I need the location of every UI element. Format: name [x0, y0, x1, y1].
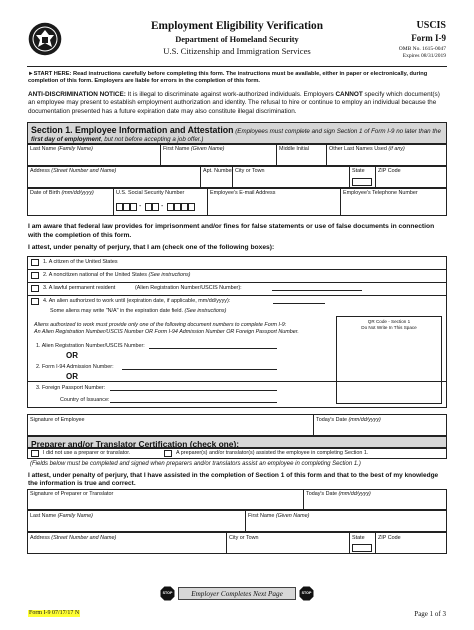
city-town-label: City or Town	[235, 168, 265, 174]
first-name-input[interactable]	[161, 153, 275, 165]
dob-label: Date of Birth (mm/dd/yyyy)	[30, 190, 94, 196]
apt-number-label: Apt. Number	[203, 168, 234, 174]
stop-sign-left: STOP	[160, 586, 175, 601]
preparer-city-input[interactable]	[227, 542, 348, 553]
preparer-zip-label: ZIP Code	[378, 535, 401, 541]
section1-title: Section 1. Employee Information and Attestation	[31, 125, 234, 135]
section1-subtitle-2: , but not before accepting a job offer.)	[100, 136, 204, 144]
employer-next-page-banner: Employer Completes Next Page	[178, 587, 296, 600]
preparer-signature-input[interactable]	[28, 498, 302, 509]
anti-text-1: It is illegal to discriminate against work-authorized individuals. Employers	[125, 91, 336, 98]
section1-subtitle-bold: first day of employment	[31, 136, 101, 144]
middle-initial-input[interactable]	[277, 153, 325, 165]
qr-code-area	[336, 316, 442, 404]
address-input[interactable]	[28, 175, 199, 187]
alien-authorized-label: 4. An alien authorized to work until (expiration date, if applicable, mm/dd/yyyy):	[43, 298, 231, 304]
preparer-first-name-label: First Name (Given Name)	[248, 513, 310, 519]
city-town-input[interactable]	[233, 175, 348, 187]
preparer-zip-input[interactable]	[376, 542, 446, 553]
preparer-address-label: Address (Street Number and Name)	[30, 535, 117, 541]
preparer-header	[27, 436, 447, 448]
expiration-date: Expires 08/31/2019	[402, 53, 446, 59]
alien-reg-label: 1. Alien Registration Number/USCIS Number:	[36, 343, 145, 349]
apt-number-input[interactable]	[201, 175, 231, 187]
email-input[interactable]	[208, 198, 339, 215]
attest-statement: I attest, under penalty of perjury, that I am (check one of the following boxes):	[28, 244, 275, 251]
phone-input[interactable]	[341, 198, 446, 215]
aliens-note: Aliens authorized to work must provide only one of the following document numbers to complete Form I-9: An Alien Registration Number/USCIS Number OR Form I-94 Admission Number OR Foreign Passport Number.	[34, 322, 299, 335]
preparer-city-label: City or Town	[229, 535, 259, 541]
phone-label: Employee's Telephone Number	[343, 190, 418, 196]
start-here-notice	[28, 71, 446, 86]
uscis-label: USCIS	[416, 20, 446, 31]
qr-code-label: QR Code - Section 1	[367, 319, 411, 324]
permanent-resident-detail: (Alien Registration Number/USCIS Number):	[135, 285, 242, 291]
form-number: Form I-9	[411, 33, 446, 43]
country-label: Country of Issuance:	[60, 397, 110, 403]
preparer-fields-note: (Fields below must be completed and signed when preparers and/or translators assist an employee in completing Section 1.)	[30, 461, 361, 467]
anti-discrimination-label: ANTI-DISCRIMINATION NOTICE:	[28, 91, 126, 98]
section1-header	[27, 122, 447, 144]
or-separator-1: OR	[66, 351, 78, 360]
page-number: Page 1 of 3	[414, 610, 446, 618]
form-code: Form I-9 07/17/17 N	[29, 610, 80, 616]
start-here-label: START HERE:	[33, 71, 72, 77]
preparer-state-label: State	[352, 535, 365, 541]
stop-sign-right: STOP	[299, 586, 314, 601]
ssn-dash-1: -	[139, 203, 142, 210]
preparer-last-name-label: Last Name (Family Name)	[30, 513, 93, 519]
header-rule	[27, 66, 447, 67]
section1-subtitle-1: (Employees must complete and sign Section 1 of Form I-9 no later than the	[233, 128, 441, 135]
middle-initial-label: Middle Initial	[279, 146, 309, 152]
department-name: Department of Homeland Security	[175, 35, 299, 44]
preparer-date-label: Today's Date (mm/dd/yyyy)	[306, 491, 371, 497]
preparer-date-input[interactable]	[304, 498, 446, 509]
preparer-address-input[interactable]	[28, 542, 225, 553]
i94-label: 2. Form I-94 Admission Number:	[36, 364, 114, 370]
qr-code-note: Do Not Write In This Space	[361, 325, 417, 330]
start-here-arrow-icon: ►	[28, 71, 34, 77]
omb-number: OMB No. 1615-0047	[398, 46, 446, 52]
zip-input[interactable]	[376, 175, 446, 187]
or-separator-2: OR	[66, 372, 78, 381]
preparer-attest: I attest, under penalty of perjury, that I have assisted in the completion of Section 1 of this form and that to the best of my knowledge the information is true and correct.	[28, 472, 439, 488]
citizen-label: 1. A citizen of the United States	[43, 259, 118, 265]
preparer-signature-label: Signature of Preparer or Translator	[30, 491, 114, 497]
ssn-dash-2: -	[161, 203, 164, 210]
permanent-resident-label: 3. A lawful permanent resident	[43, 285, 116, 291]
ssn-input[interactable]	[116, 203, 204, 213]
other-last-names-input[interactable]	[327, 153, 446, 165]
dob-input[interactable]	[28, 198, 112, 215]
no-preparer-label: I did not use a preparer or translator.	[43, 450, 131, 456]
email-label: Employee's E-mail Address	[210, 190, 276, 196]
preparer-title: Preparer and/or Translator Certification (check one):	[31, 438, 240, 449]
anti-text-2: specify which document(s) an employee may present to establish employment authorization and identity. The refusal to hire or continue to employ an individual because the documentation presented has a future expiration date may also constitute illegal discrimination.	[28, 91, 440, 115]
first-name-label: First Name (Given Name)	[163, 146, 225, 152]
anti-cannot: CANNOT	[335, 91, 363, 98]
employee-signature-label: Signature of Employee	[30, 417, 85, 423]
zip-label: ZIP Code	[378, 168, 401, 174]
alien-na-note: Some aliens may write "N/A" in the expiration date field. (See instructions)	[50, 308, 227, 314]
last-name-input[interactable]	[28, 153, 159, 165]
preparer-last-name-input[interactable]	[28, 520, 244, 531]
anti-discrimination-notice	[28, 91, 446, 116]
employee-date-input[interactable]	[314, 424, 446, 435]
address-label: Address (Street Number and Name)	[30, 168, 117, 174]
preparer-used-checkbox[interactable]	[164, 450, 172, 457]
start-here-text: Read instructions carefully before completing this form. The instructions must be available, either in paper or electronically, during completion of this form. Employers are liable for errors in the completion of this form.	[28, 71, 428, 85]
agency-name: U.S. Citizenship and Immigration Services	[163, 46, 311, 56]
ssn-label: U.S. Social Security Number	[116, 190, 185, 196]
employee-signature-input[interactable]	[28, 424, 312, 435]
form-title: Employment Eligibility Verification	[151, 20, 323, 32]
state-select[interactable]	[352, 178, 372, 186]
state-label: State	[352, 168, 365, 174]
other-last-names-label: Other Last Names Used (if any)	[329, 146, 405, 152]
preparer-first-name-input[interactable]	[246, 520, 446, 531]
no-preparer-checkbox[interactable]	[31, 450, 39, 457]
aware-statement: I am aware that federal law provides for imprisonment and/or fines for false statements or use of false documents in connection with the completion of this form.	[28, 223, 435, 239]
noncitizen-national-label: 2. A noncitizen national of the United States (See instructions)	[43, 272, 191, 278]
preparer-state-select[interactable]	[352, 544, 372, 552]
preparer-used-label: A preparer(s) and/or translator(s) assisted the employee in completing Section 1.	[176, 450, 369, 456]
passport-label: 3. Foreign Passport Number:	[36, 385, 106, 391]
last-name-label: Last Name (Family Name)	[30, 146, 93, 152]
employee-date-label: Today's Date (mm/dd/yyyy)	[316, 417, 381, 423]
